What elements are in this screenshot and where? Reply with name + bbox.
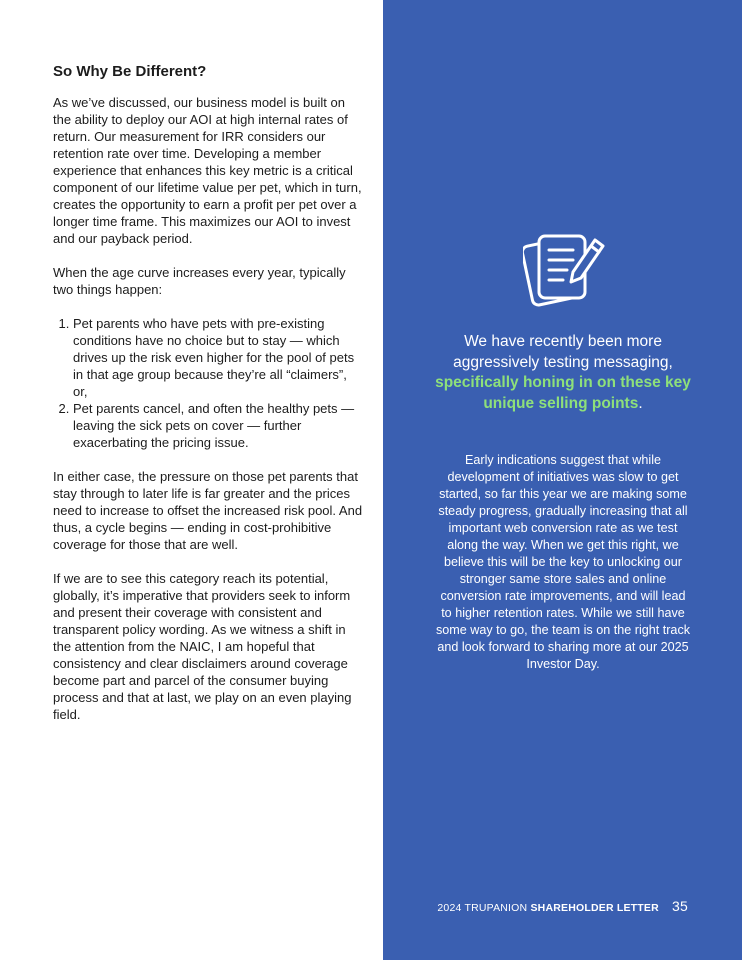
page-footer — [437, 898, 688, 914]
paragraph-business-model: As we’ve discussed, our business model is built on the ability to deploy our AOI at high internal rates of return. Our measurement for IRR considers our retention rate over time. Developing a member experience that enhances this key metric is a critical component of our lifetime value per pet, which in turn, creates the opportunity to earn a profit per pet over a longer time frame. This maximizes our AOI to invest and our payback period. — [53, 95, 362, 246]
paragraph-age-curve: When the age curve increases every year, typically two things happen: — [53, 265, 346, 297]
sidebar-panel — [383, 0, 742, 960]
outcomes-list — [53, 315, 363, 451]
page-number: 35 — [672, 898, 688, 914]
footer-prefix: 2024 TRUPANION — [437, 902, 528, 914]
section-heading: So Why Be Different? — [53, 63, 207, 80]
document-pencil-icon — [523, 228, 609, 320]
paragraph-category-potential: If we are to see this category reach its potential, globally, it’s imperative that providers seek to inform and present their coverage with consistent and transparent policy wording. As we witness a shift in the attention from the NAIC, I am hopeful that consistency and clear disclaimers around coverage become part and parcel of the consumer buying process and that at last, we play on an even playing field. — [53, 571, 352, 722]
list-item: 2. Pet parents cancel, and often the healthy pets — leaving the sick pets on cover — further exacerbating the pricing issue. — [73, 400, 363, 451]
paragraph-pressure: In either case, the pressure on those pet parents that stay through to later life is far greater and the prices need to increase to offset the increased risk pool. And thus, a cycle begins — ending in cost-prohibitive coverage for those that are well. — [53, 469, 363, 552]
sidebar-body-text: Early indications suggest that while development of initiatives was slow to get started, so far this year we are making some steady progress, gradually increasing that all important web conversion rate as we test along the way. When we get this right, we believe this will be the key to unlocking our stronger same store sales and online conversion rate improvements, and will lead to higher retention rates. While we still have some way to go, the team is on the right track and look forward to sharing more at our 2025 Investor Day. — [435, 453, 691, 671]
callout-period: . — [638, 394, 643, 412]
main-text-column — [53, 62, 363, 740]
footer-title: SHAREHOLDER LETTER — [530, 902, 659, 914]
callout-quote — [423, 332, 703, 414]
callout-highlight: specifically honing in on these key unique selling points — [435, 374, 691, 412]
callout-text: We have recently been more aggressively testing messaging, — [453, 333, 673, 371]
list-item: 1. Pet parents who have pets with pre-existing conditions have no choice but to stay — which drives up the risk even higher for the pool of pets in that age group because they’re all “claimers”, or, — [73, 315, 363, 400]
